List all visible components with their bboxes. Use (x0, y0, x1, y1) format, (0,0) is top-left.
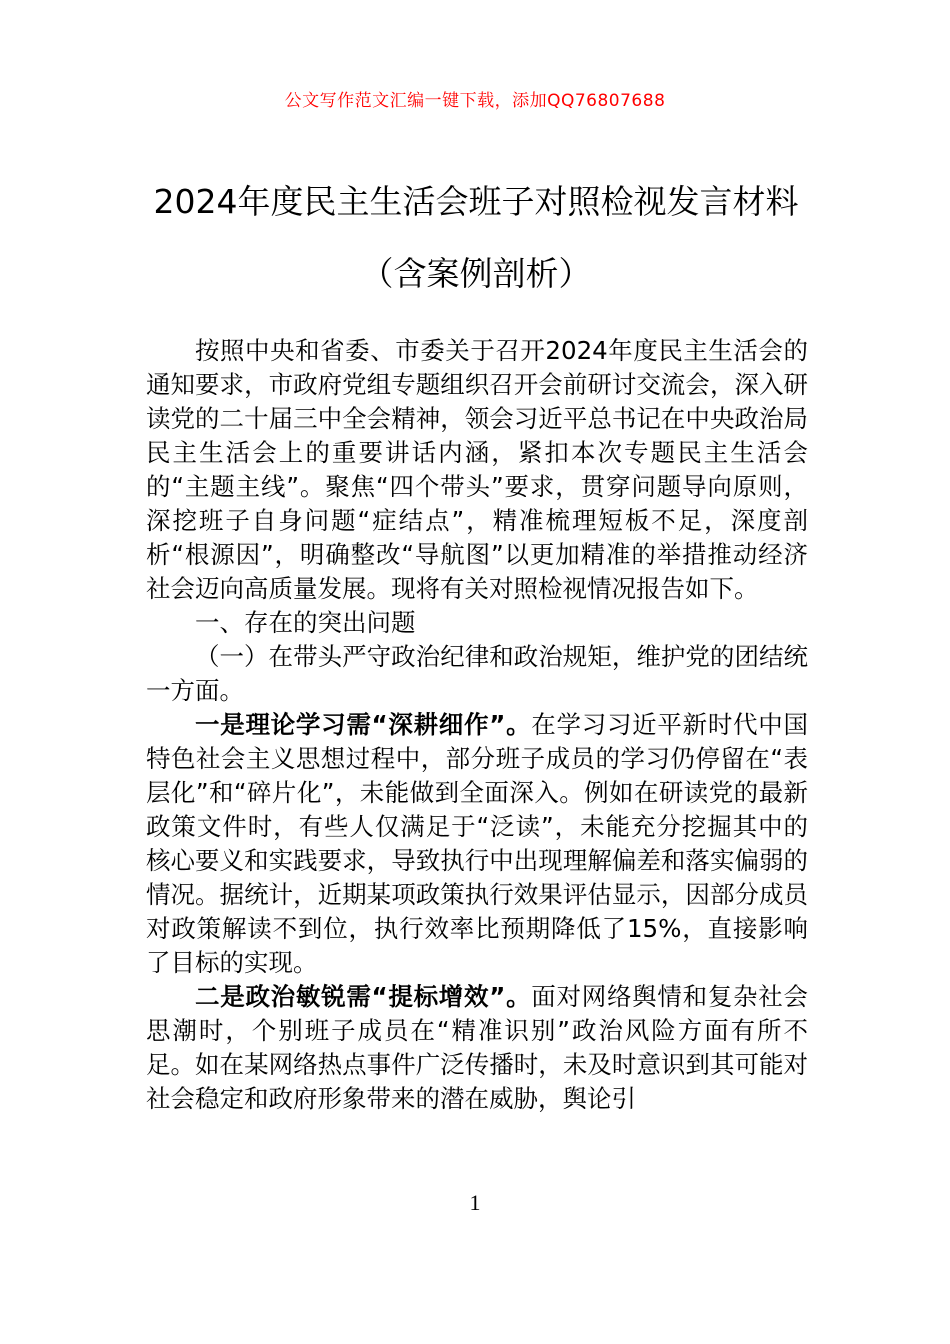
point-two-lead: 二是政治敏锐需“提标增效”。 (195, 982, 532, 1011)
document-title: 2024年度民主生活会班子对照检视发言材料（含案例剖析） (153, 182, 799, 293)
point-one-lead: 一是理论学习需“深耕细作”。 (195, 710, 532, 739)
download-note: 公文写作范文汇编一键下载，添加QQ76807688 (284, 91, 666, 111)
subsection-heading: （一）在带头严守政治纪律和政治规矩，维护党的团结统一方面。 (146, 642, 808, 705)
point-one-body: 在学习习近平新时代中国特色社会主义思想过程中，部分班子成员的学习仍停留在“表层化”和“碎片化”，未能做到全面深入。例如在研读党的最新政策文件时，有些人仅满足于“泛读”，未能充分挖掘其中的核心要义和实践要求，导致执行中出现理解偏差和落实偏弱的情况。据统计，近期某项政策执行效果评估显示，因部分成员对政策解读不到位，执行效率比预期降低了15%，直接影响了目标的实现。 (146, 710, 809, 977)
document-body (146, 334, 808, 1116)
section-heading: 一、存在的突出问题 (195, 608, 416, 637)
point-two-paragraph (146, 980, 808, 1116)
page-number: 1 (469, 1190, 481, 1215)
point-one-paragraph (146, 708, 808, 980)
intro-paragraph: 按照中央和省委、市委关于召开2024年度民主生活会的通知要求，市政府党组专题组织召开会前研讨交流会，深入研读党的二十届三中全会精神，领会习近平总书记在中央政治局民主生活会上的重要讲话内涵，紧扣本次专题民主生活会的“主题主线”。聚焦“四个带头”要求，贯穿问题导向原则，深挖班子自身问题“症结点”，精准梳理短板不足，深度剖析“根源因”，明确整改“导航图”以更加精准的举措推动经济社会迈向高质量发展。现将有关对照检视情况报告如下。 (146, 336, 808, 603)
point-two-body: 面对网络舆情和复杂社会思潮时，个别班子成员在“精准识别”政治风险方面有所不足。如在某网络热点事件广泛传播时，未及时意识到其可能对社会稳定和政府形象带来的潜在威胁，舆论引 (146, 982, 809, 1113)
